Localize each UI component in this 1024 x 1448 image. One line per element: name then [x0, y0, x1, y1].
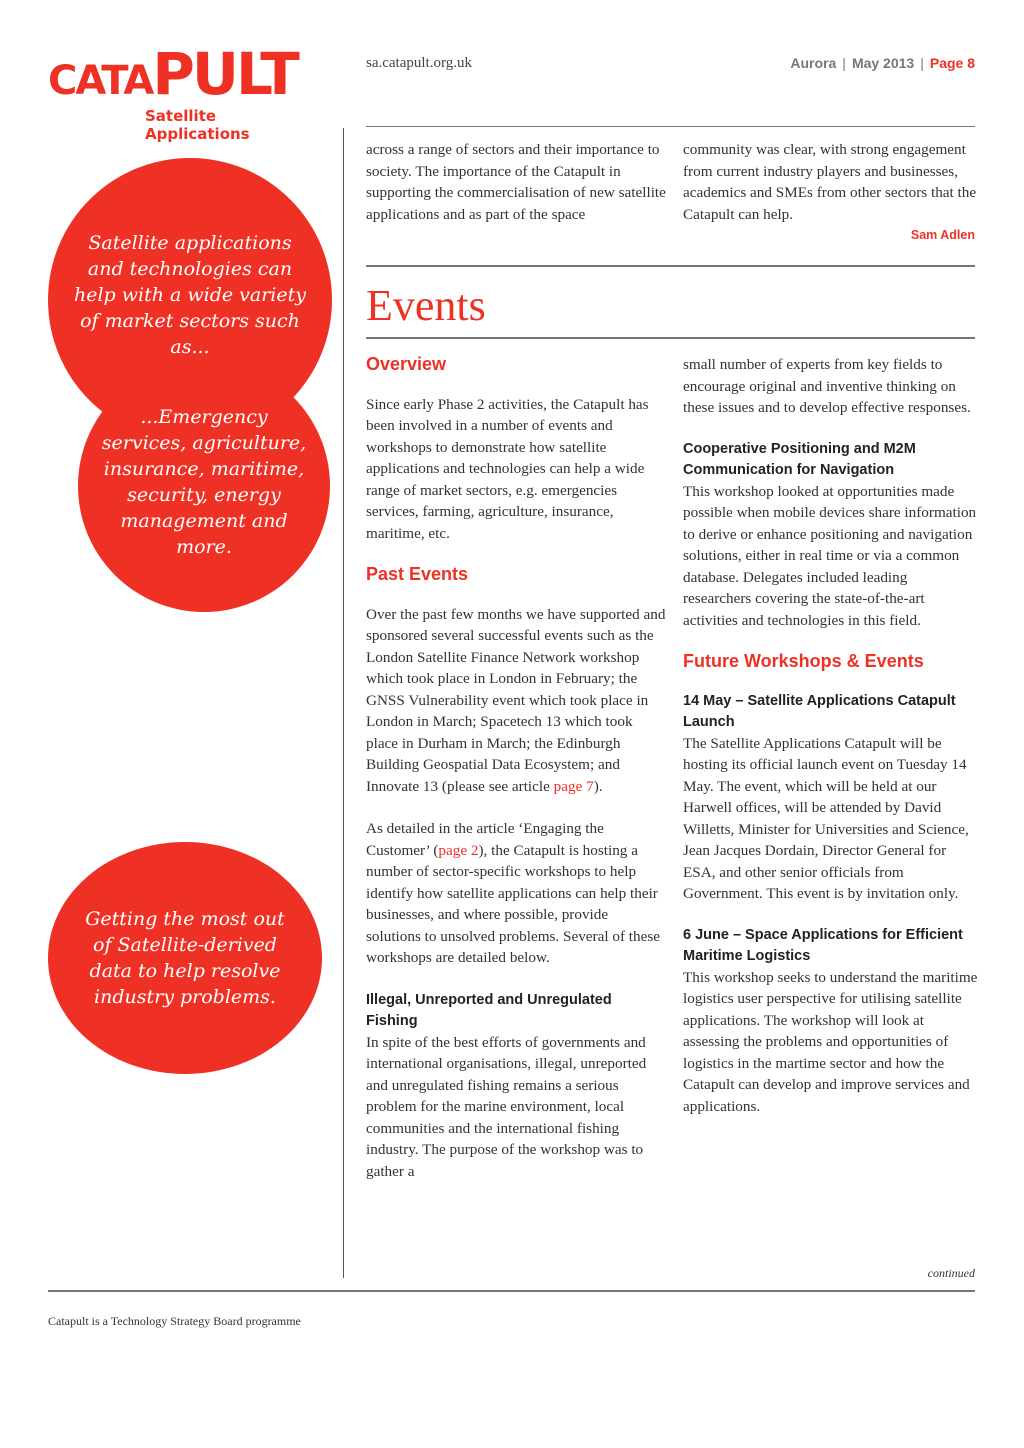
launch-event-heading: 14 May – Satellite Applications Catapult Launch	[683, 692, 956, 730]
logo-wordmark	[48, 40, 308, 111]
page-7-link[interactable]: page 7	[553, 777, 594, 795]
catapult-logo	[48, 40, 308, 143]
cooperative-positioning-text: This workshop looked at opportunities made possible when mobile devices share information to derive or enhance positioning and navigation solutions, either in real time or via a common database. Delegates included leading researchers covering the state-of-the-art activities and technologies in this field.	[683, 482, 977, 629]
overview-text: Since early Phase 2 activities, the Catapult has been involved in a number of events and workshops to demonstrate how satellite applications and technologies can help a wide range of market sectors, e.g. emergencies services, farming, agriculture, insurance, maritime, etc.	[366, 395, 649, 542]
future-events-heading: Future Workshops & Events	[683, 651, 924, 671]
callout-text-2: ...Emergency services, agriculture, insurance, maritime, security, energy management and more.	[101, 406, 307, 558]
title-rule-top	[366, 265, 975, 267]
site-url[interactable]: sa.catapult.org.uk	[366, 55, 472, 71]
past-events-heading: Past Events	[366, 564, 469, 584]
callout-circle-3	[48, 842, 322, 1074]
past-events-text-1	[366, 604, 666, 798]
callout-circle-2	[78, 360, 330, 612]
article-right-column	[683, 354, 978, 1117]
continuation-left	[366, 139, 666, 225]
issue-date: May 2013	[851, 55, 915, 71]
past-events-text-2-start: As detailed in the article ‘Engaging the Customer’ (	[366, 820, 604, 859]
overview-heading: Overview	[366, 354, 447, 374]
author-name: Sam Adlen	[910, 228, 975, 242]
publication-meta	[790, 55, 975, 71]
past-events-text-2-end: ), the Catapult is hosting a number of sector-specific workshops to help identify how satellite applications can help their businesses, and where possible, provide solutions to unsolved problems. Several of these workshops are detailed below.	[366, 841, 661, 966]
fishing-heading: Illegal, Unreported and Unregulated Fishing	[366, 991, 612, 1029]
footer-rule	[48, 1290, 975, 1292]
top-rule	[366, 126, 975, 127]
callout-text-1: Satellite applications and technologies can help with a wide variety of market sectors such as...	[74, 232, 306, 358]
publication-name: Aurora	[790, 55, 837, 71]
separator: |	[920, 55, 924, 71]
logo-suffix: PULT	[152, 40, 297, 108]
continuation-right	[683, 139, 978, 247]
logo-subtitle: Satellite Applications	[145, 107, 250, 143]
continued-label: continued	[927, 1266, 975, 1280]
column-divider	[343, 128, 344, 1278]
title-rule-bottom	[366, 337, 975, 339]
continuation-right-text: community was clear, with strong engagement from current industry players and businesses, academics and SMEs from other sectors that the Catapult can help.	[683, 141, 977, 223]
article-left-column	[366, 354, 666, 1182]
fishing-text-continued: small number of experts from key fields to encourage original and inventive thinking on these issues and to develop effective responses.	[683, 356, 971, 416]
past-events-text-1-end: ).	[593, 777, 603, 795]
separator: |	[842, 55, 846, 71]
cooperative-positioning-heading: Cooperative Positioning and M2M Communication for Navigation	[683, 440, 916, 478]
footer-text: Catapult is a Technology Strategy Board programme	[48, 1314, 301, 1328]
past-events-text-1-body: Over the past few months we have supported and sponsored several successful events such as the London Satellite Finance Network workshop which took place in London in February; the GNSS Vulnerability event which took place in London in March; Spacetech 13 which took place in Durham in March; the Edinburgh Building Geospatial Data Ecosystem; and Innovate 13 (please see article	[366, 605, 666, 795]
maritime-event-text: This workshop seeks to understand the maritime logistics user perspective for utilising satellite applications. The workshop will look at assessing the problems and opportunities of logistics in the martime sector and how the Catapult can develop and improve services and applications.	[683, 968, 978, 1115]
launch-event-text: The Satellite Applications Catapult will be hosting its official launch event on Tuesday 14 May. The event, which will be held at our Harwell offices, will be attended by David Willetts, Minister for Universities and Science, Jean Jacques Dordain, Director General for ESA, and other senior officials from Government. This event is by invitation only.	[683, 734, 969, 902]
maritime-event-heading: 6 June – Space Applications for Efficient Maritime Logistics	[683, 926, 963, 964]
fishing-text: In spite of the best efforts of governments and international organisations, illegal, unreported and unregulated fishing remains a serious problem for the marine environment, local communities and the international fishing industry. The purpose of the workshop was to gather a	[366, 1033, 647, 1180]
page-title: Events	[366, 281, 486, 330]
callout-text-3: Getting the most out of Satellite-derived data to help resolve industry problems.	[85, 908, 285, 1008]
past-events-text-2	[366, 818, 666, 969]
page-2-link[interactable]: page 2	[438, 841, 479, 859]
logo-prefix: CATA	[48, 58, 153, 104]
page-number: Page 8	[929, 55, 975, 71]
continuation-left-text: across a range of sectors and their importance to society. The importance of the Catapult in supporting the commercialisation of new satellite applications and as part of the space	[366, 141, 666, 223]
